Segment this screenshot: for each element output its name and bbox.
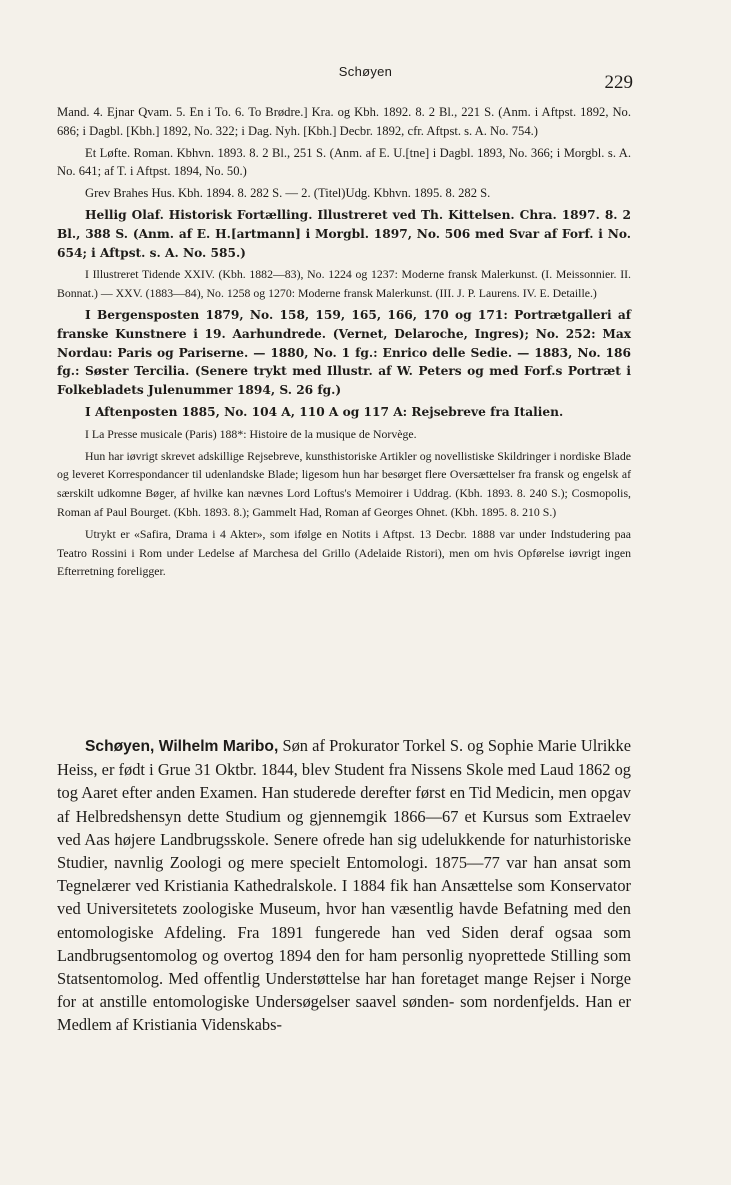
bibliography-entry: I Aftenposten 1885, No. 104 A, 110 A og 117 A: Rejsebreve fra Italien. [85,404,564,419]
entry-name: Schøyen, Wilhelm Maribo, [85,738,279,755]
bibliography-section [57,103,631,584]
bibliography-entry: I Bergensposten 1879, No. 158, 159, 165, 166, 170 og 171: Portrætgalleri af franske Kunstnere i 19. Aarhundrede. (Vernet, Delaroche, Ingres); No. 252: Max Nordau: Paris og Pariserne. — 1880, No. 1 fg.: Enrico delle Sedie. — 1883, No. 186 fg.: Søster Tercilia. (Senere trykt med Illustr. af W. Peters og med Forf.s Portræt i Folkebladets Julenummer 1894, S. 26 fg.) [57,307,631,398]
page-number: 229 [604,72,633,93]
bibliography-note: Hun har iøvrigt skrevet adskillige Rejsebreve, kunsthistoriske Artikler og novellistiske Skildringer i nordiske Blade og leveret Korrespondancer til udenlandske Blade; ligesom hun har besørget flere Oversættelser fra fransk og engelsk af særskilt udkomne Bøger, af hvilke kan nævnes Lord Loftus's Memoirer i Uddrag. (Kbh. 1893. 8. 240 S.); Cosmopolis, Roman af Paul Bourget. (Kbh. 1893. 8.); Gammelt Had, Roman af Georges Ohnet. (Kbh. 1895. 8. 210 S.) [57,448,631,519]
running-header-title: Schøyen [338,64,393,79]
biography-entry [57,734,631,1037]
bibliography-entry: I La Presse musicale (Paris) 188*: Histoire de la musique de Norvège. [85,426,417,441]
bibliography-entry: Grev Brahes Hus. Kbh. 1894. 8. 282 S. — 2. (Titel)Udg. Kbhvn. 1895. 8. 282 S. [85,186,491,201]
bibliography-entry: Mand. 4. Ejnar Qvam. 5. En i To. 6. To Brødre.] Kra. og Kbh. 1892. 8. 2 Bl., 221 S. (Anm. i Aftpst. 1892, No. 686; i Dagbl. [Kbh.] 1892, No. 322; i Dag. Nyh. [Kbh.] Decbr. 1892, cfr. Aftpst. s. A. No. 754.) [57,105,631,138]
biography-paragraph [57,734,631,1037]
entry-text: Søn af Prokurator Torkel S. og Sophie Marie Ulrikke Heiss, er født i Grue 31 Oktbr. 1844, blev Student fra Nissens Skole med Laud 1862 og tog Aaret efter anden Examen. Han studerede derefter først en Tid Medicin, men opgav af Helbredshensyn dette Studium og gjennemgik 1866—67 et Kursus som Extraelev ved Aas højere Landbrugsskole. Senere ofrede han sig udelukkende for naturhistoriske Studier, navnlig Zoologi og mere specielt Entomologi. 1875—77 var han ansat som Tegnelærer ved Kristiania Kathedralskole. I 1884 fik han Ansættelse som Konservator ved Universitetets zoologiske Museum, hvor han væsentlig havde Befatning med den entomologiske Afdeling. Fra 1891 fungerede han ved Siden deraf ogsaa som Landbrugsentomolog og overtog 1894 den for ham personlig nyoprettede Stilling som Statsentomolog. Med offentlig Understøttelse har han foretaget mange Rejser i Norge for at anstille entomologiske Undersøgelser saavel sønden- som nordenfjelds. Han er Medlem af Kristiania Videnskabs- [57,736,631,1035]
bibliography-entry: I Illustreret Tidende XXIV. (Kbh. 1882—83), No. 1224 og 1237: Moderne fransk Malerkunst. (I. Meissonnier. II. Bonnat.) — XXV. (1883—84), No. 1258 og 1270: Moderne fransk Malerkunst. (III. J. P. Laurens. IV. E. Detaille.) [57,267,631,301]
bibliography-entry: Hellig Olaf. Historisk Fortælling. Illustreret ved Th. Kittelsen. Chra. 1897. 8. 2 Bl., 388 S. (Anm. af E. H.[artmann] i Morgbl. 1897, No. 506 med Svar af Forf. i No. 654; i Aftpst. s. A. No. 585.) [57,207,631,260]
bibliography-note: Utrykt er «Safira, Drama i 4 Akter», som ifølge en Notits i Aftpst. 13 Decbr. 1888 var under Indstudering paa Teatro Rossini i Rom under Ledelse af Marchesa del Grillo (Adelaide Ristori), men om hvis Opførelse iøvrigt ingen Efterretning foreligger. [57,526,631,579]
bibliography-entry: Et Løfte. Roman. Kbhvn. 1893. 8. 2 Bl., 251 S. (Anm. af E. U.[tne] i Dagbl. 1893, No. 366; i Morgbl. s. A. No. 641; af T. i Aftpst. 1894, No. 50.) [57,145,631,179]
